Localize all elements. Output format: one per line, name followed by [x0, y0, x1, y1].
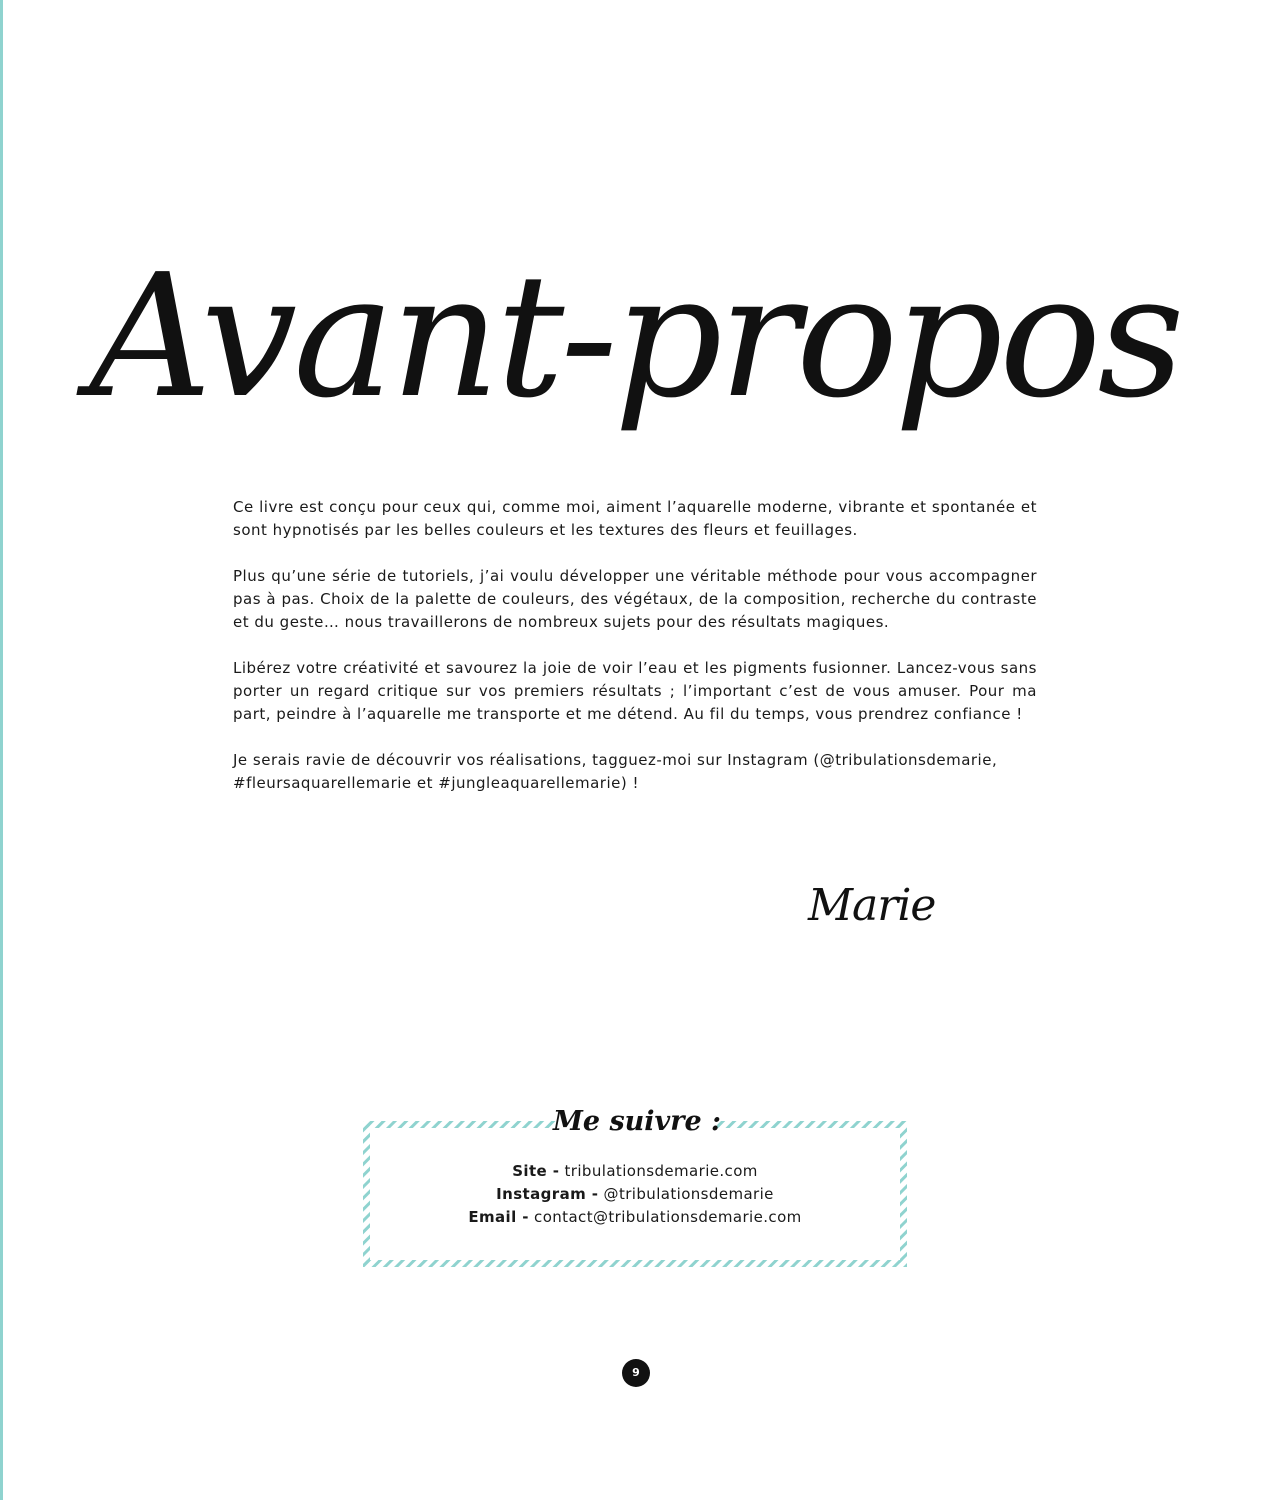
follow-heading [552, 1096, 722, 1142]
contact-email [362, 1206, 908, 1229]
page-title-text: Avant-propos [89, 238, 1181, 436]
email-link[interactable]: contact@tribulationsdemarie.com [534, 1208, 802, 1226]
signature-text: Marie [808, 880, 936, 931]
email-label: Email - [468, 1208, 529, 1226]
page-title [0, 210, 1270, 470]
page-title-lettering [89, 210, 1181, 470]
page-number-badge [622, 1359, 650, 1387]
contact-instagram [362, 1183, 908, 1206]
paragraph-1: Ce livre est conçu pour ceux qui, comme moi, aiment l’aquarelle moderne, vibrante et spontanée et sont hypnotisés par les belles couleurs et les textures des fleurs et feuillages. [233, 498, 1037, 539]
page-number: 9 [632, 1366, 640, 1379]
contact-site [362, 1160, 908, 1183]
follow-heading-text: Me suivre : [552, 1106, 722, 1137]
paragraph-3: Libérez votre créativité et savourez la joie de voir l’eau et les pigments fusionner. Lancez-vous sans porter un regard critique sur vos premiers résultats ; l’important c’est de vous amuser. Pour ma part, peindre à l’aquarelle me transporte et me détend. Au fil du temps, vous prendrez confiance ! [233, 659, 1037, 723]
follow-box [362, 1106, 908, 1270]
paragraph-2: Plus qu’une série de tutoriels, j’ai voulu développer une véritable méthode pour vous accompagner pas à pas. Choix de la palette de couleurs, des végétaux, de la composition, recherche du contraste et du geste… nous travaillerons de nombreux sujets pour des résultats magiques. [233, 567, 1037, 631]
instagram-label: Instagram - [496, 1185, 599, 1203]
contact-list [362, 1160, 908, 1229]
site-link[interactable]: tribulationsdemarie.com [564, 1162, 758, 1180]
site-label: Site - [512, 1162, 560, 1180]
signature [806, 870, 936, 940]
foreword-body [233, 496, 1037, 818]
instagram-link[interactable]: @tribulationsdemarie [603, 1185, 774, 1203]
paragraph-4: Je serais ravie de découvrir vos réalisations, tagguez-moi sur Instagram (@tribulationsdemarie, #fleursaquarellemarie et #jungleaquarellemarie) ! [233, 751, 998, 792]
